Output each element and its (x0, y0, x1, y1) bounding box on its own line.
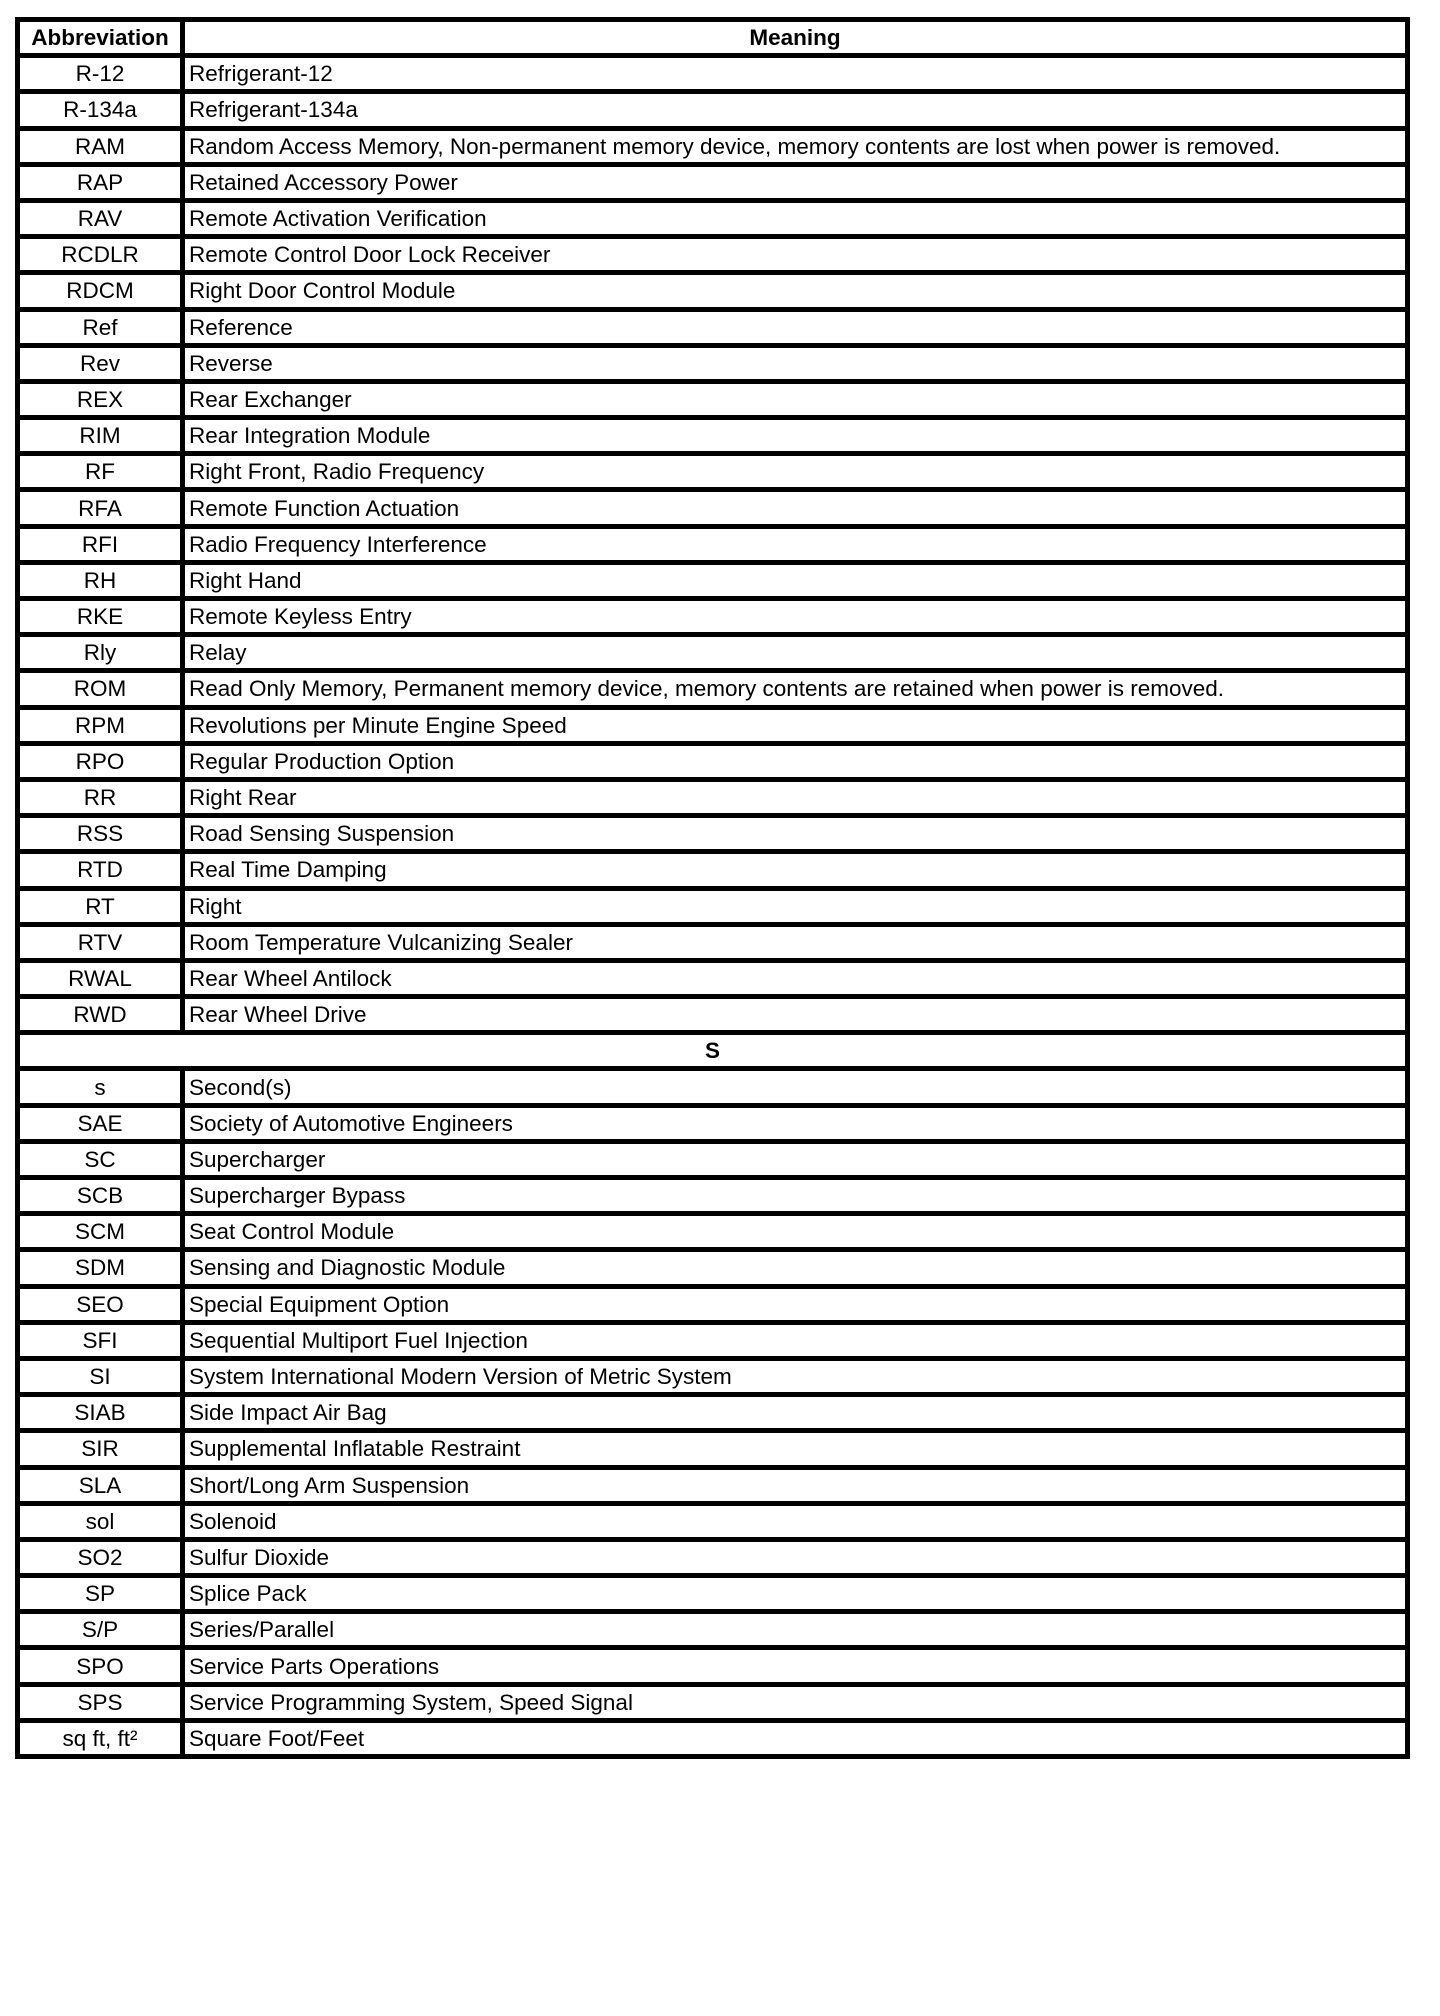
meaning-cell: Short/Long Arm Suspension (183, 1467, 1408, 1503)
abbreviation-cell: RWD (18, 997, 183, 1033)
meaning-cell: Right Door Control Module (183, 273, 1408, 309)
table-row (18, 671, 1408, 707)
meaning-cell: Seat Control Module (183, 1214, 1408, 1250)
header-meaning: Meaning (183, 20, 1408, 56)
table-row (18, 743, 1408, 779)
table-header-row (18, 20, 1408, 56)
table-row (18, 599, 1408, 635)
table-row (18, 1539, 1408, 1575)
abbreviation-cell: SI (18, 1358, 183, 1394)
abbreviation-cell: SCB (18, 1178, 183, 1214)
table-row (18, 128, 1408, 164)
meaning-cell: Right Rear (183, 779, 1408, 815)
table-row (18, 490, 1408, 526)
abbreviation-cell: S/P (18, 1612, 183, 1648)
table-row (18, 56, 1408, 92)
table-row (18, 960, 1408, 996)
meaning-cell: Radio Frequency Interference (183, 526, 1408, 562)
meaning-cell: Supplemental Inflatable Restraint (183, 1431, 1408, 1467)
abbreviation-cell: sq ft, ft² (18, 1720, 183, 1756)
table-row (18, 1322, 1408, 1358)
abbreviation-cell: Ref (18, 309, 183, 345)
table-row (18, 1576, 1408, 1612)
meaning-cell: Remote Activation Verification (183, 200, 1408, 236)
table-row (18, 924, 1408, 960)
section-s-rows (18, 1069, 1408, 1757)
abbreviation-cell: SLA (18, 1467, 183, 1503)
meaning-cell: Reference (183, 309, 1408, 345)
abbreviation-cell: RWAL (18, 960, 183, 996)
meaning-cell: Solenoid (183, 1503, 1408, 1539)
abbreviation-cell: SC (18, 1141, 183, 1177)
abbreviation-cell: RF (18, 454, 183, 490)
table-row (18, 779, 1408, 815)
meaning-cell: Random Access Memory, Non-permanent memory device, memory contents are lost when power is removed. (183, 128, 1408, 164)
abbreviation-cell: RIM (18, 418, 183, 454)
abbreviation-cell: RAP (18, 164, 183, 200)
table-row (18, 1250, 1408, 1286)
section-s-header (18, 1033, 1408, 1069)
meaning-cell: Regular Production Option (183, 743, 1408, 779)
table-row (18, 852, 1408, 888)
abbreviation-cell: SPO (18, 1648, 183, 1684)
table-row (18, 1467, 1408, 1503)
abbreviation-cell: RKE (18, 599, 183, 635)
abbreviation-cell: RFA (18, 490, 183, 526)
table-row (18, 454, 1408, 490)
abbreviation-cell: SAE (18, 1105, 183, 1141)
meaning-cell: System International Modern Version of Metric System (183, 1358, 1408, 1394)
meaning-cell: Special Equipment Option (183, 1286, 1408, 1322)
abbreviation-cell: RPM (18, 707, 183, 743)
meaning-cell: Rear Integration Module (183, 418, 1408, 454)
abbreviation-cell: RPO (18, 743, 183, 779)
meaning-cell: Rear Exchanger (183, 381, 1408, 417)
meaning-cell: Side Impact Air Bag (183, 1395, 1408, 1431)
table-row (18, 381, 1408, 417)
meaning-cell: Sulfur Dioxide (183, 1539, 1408, 1575)
meaning-cell: Rear Wheel Drive (183, 997, 1408, 1033)
meaning-cell: Remote Control Door Lock Receiver (183, 237, 1408, 273)
abbreviation-cell: RTD (18, 852, 183, 888)
abbreviation-cell: RDCM (18, 273, 183, 309)
table-row (18, 1648, 1408, 1684)
section-label: S (18, 1033, 1408, 1069)
meaning-cell: Real Time Damping (183, 852, 1408, 888)
abbreviation-cell: RAM (18, 128, 183, 164)
table-row (18, 345, 1408, 381)
table-row (18, 309, 1408, 345)
table-row (18, 1069, 1408, 1105)
table-row (18, 1431, 1408, 1467)
meaning-cell: Supercharger (183, 1141, 1408, 1177)
abbreviation-cell: R-134a (18, 92, 183, 128)
abbreviation-table (15, 17, 1410, 1759)
abbreviation-cell: Rly (18, 635, 183, 671)
table-row (18, 526, 1408, 562)
meaning-cell: Rear Wheel Antilock (183, 960, 1408, 996)
meaning-cell: Relay (183, 635, 1408, 671)
meaning-cell: Supercharger Bypass (183, 1178, 1408, 1214)
meaning-cell: Second(s) (183, 1069, 1408, 1105)
abbreviation-cell: RSS (18, 816, 183, 852)
meaning-cell: Refrigerant-12 (183, 56, 1408, 92)
abbreviation-cell: RCDLR (18, 237, 183, 273)
abbreviation-cell: SO2 (18, 1539, 183, 1575)
table-row (18, 707, 1408, 743)
abbreviation-cell: SCM (18, 1214, 183, 1250)
abbreviation-cell: RTV (18, 924, 183, 960)
meaning-cell: Reverse (183, 345, 1408, 381)
abbreviation-cell: RAV (18, 200, 183, 236)
table-row (18, 92, 1408, 128)
meaning-cell: Remote Keyless Entry (183, 599, 1408, 635)
table-row (18, 1395, 1408, 1431)
table-row (18, 888, 1408, 924)
table-row (18, 635, 1408, 671)
meaning-cell: Series/Parallel (183, 1612, 1408, 1648)
table-row (18, 997, 1408, 1033)
table-row (18, 1612, 1408, 1648)
table-row (18, 164, 1408, 200)
meaning-cell: Room Temperature Vulcanizing Sealer (183, 924, 1408, 960)
meaning-cell: Right (183, 888, 1408, 924)
abbreviation-cell: SEO (18, 1286, 183, 1322)
abbreviation-cell: REX (18, 381, 183, 417)
meaning-cell: Refrigerant-134a (183, 92, 1408, 128)
meaning-cell: Retained Accessory Power (183, 164, 1408, 200)
table-row (18, 237, 1408, 273)
meaning-cell: Road Sensing Suspension (183, 816, 1408, 852)
abbreviation-cell: SIAB (18, 1395, 183, 1431)
table-row (18, 562, 1408, 598)
abbreviation-cell: Rev (18, 345, 183, 381)
meaning-cell: Square Foot/Feet (183, 1720, 1408, 1756)
table-row (18, 1141, 1408, 1177)
meaning-cell: Revolutions per Minute Engine Speed (183, 707, 1408, 743)
table-row (18, 1720, 1408, 1756)
table-row (18, 1214, 1408, 1250)
table-row (18, 1286, 1408, 1322)
table-row (18, 1684, 1408, 1720)
section-header-row (18, 1033, 1408, 1069)
table-row (18, 1358, 1408, 1394)
abbreviation-cell: RH (18, 562, 183, 598)
header-abbreviation: Abbreviation (18, 20, 183, 56)
table-row (18, 200, 1408, 236)
abbreviation-cell: RFI (18, 526, 183, 562)
abbreviation-cell: ROM (18, 671, 183, 707)
meaning-cell: Society of Automotive Engineers (183, 1105, 1408, 1141)
section-r-rows (18, 56, 1408, 1033)
table-row (18, 418, 1408, 454)
meaning-cell: Splice Pack (183, 1576, 1408, 1612)
abbreviation-cell: SIR (18, 1431, 183, 1467)
abbreviation-cell: sol (18, 1503, 183, 1539)
meaning-cell: Read Only Memory, Permanent memory device, memory contents are retained when power is removed. (183, 671, 1408, 707)
abbreviation-cell: SFI (18, 1322, 183, 1358)
table-row (18, 816, 1408, 852)
abbreviation-cell: s (18, 1069, 183, 1105)
abbreviation-cell: RR (18, 779, 183, 815)
table-row (18, 1503, 1408, 1539)
abbreviation-cell: RT (18, 888, 183, 924)
meaning-cell: Service Programming System, Speed Signal (183, 1684, 1408, 1720)
meaning-cell: Remote Function Actuation (183, 490, 1408, 526)
abbreviation-cell: SDM (18, 1250, 183, 1286)
abbreviation-cell: SPS (18, 1684, 183, 1720)
table-row (18, 273, 1408, 309)
table-row (18, 1105, 1408, 1141)
meaning-cell: Sensing and Diagnostic Module (183, 1250, 1408, 1286)
meaning-cell: Right Front, Radio Frequency (183, 454, 1408, 490)
table-row (18, 1178, 1408, 1214)
meaning-cell: Sequential Multiport Fuel Injection (183, 1322, 1408, 1358)
meaning-cell: Right Hand (183, 562, 1408, 598)
abbreviation-cell: SP (18, 1576, 183, 1612)
meaning-cell: Service Parts Operations (183, 1648, 1408, 1684)
abbreviation-cell: R-12 (18, 56, 183, 92)
